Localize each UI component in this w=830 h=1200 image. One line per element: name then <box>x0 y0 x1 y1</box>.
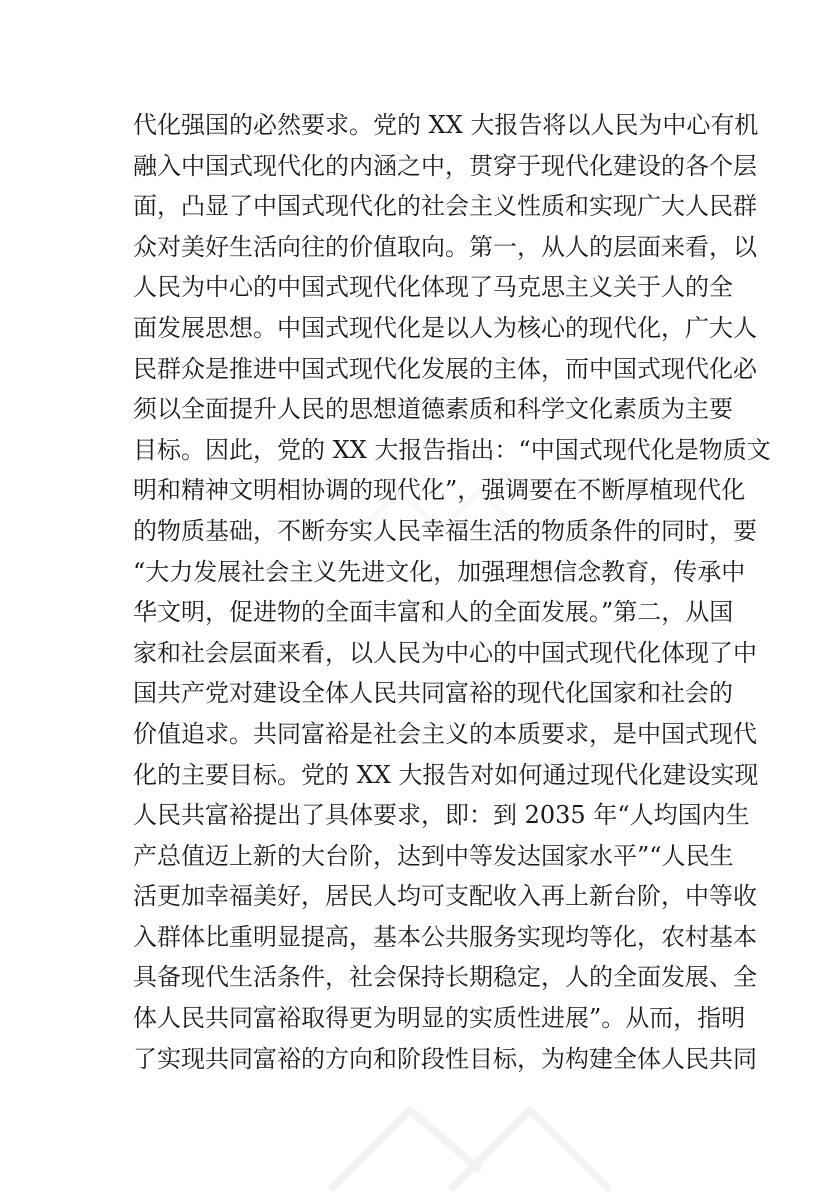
text-line: 民群众是推进中国式现代化发展的主体，而中国式现代化必 <box>133 354 757 383</box>
text-line: 的物质基础，不断夯实人民幸福生活的物质条件的同时，要 <box>133 516 757 545</box>
text-line: 面发展思想。中国式现代化是以人为核心的现代化，广大人 <box>133 313 757 342</box>
text-line: 众对美好生活向往的价值取向。第一，从人的层面来看，以 <box>133 232 757 261</box>
text-line: 体人民共同富裕取得更为明显的实质性进展”。从而，指明 <box>133 1004 746 1033</box>
watermark-stamp-icon <box>300 1080 630 1200</box>
text-line: 国共产党对建设全体人民共同富裕的现代化国家和社会的 <box>133 679 733 708</box>
text-line: 入群体比重明显提高，基本公共服务实现均等化，农村基本 <box>133 922 757 951</box>
text-line: 人民为中心的中国式现代化体现了马克思主义关于人的全 <box>133 273 733 302</box>
text-line: 目标。因此，党的 XX 大报告指出：“中国式现代化是物质文 <box>133 435 771 464</box>
text-line: 人民共富裕提出了具体要求，即：到 2035 年“人均国内生 <box>133 801 750 830</box>
text-line: 具备现代生活条件，社会保持长期稳定，人的全面发展、全 <box>133 963 757 992</box>
text-line: 代化强国的必然要求。党的 XX 大报告将以人民为中心有机 <box>133 111 759 139</box>
text-line: 须以全面提升人民的思想道德素质和科学文化素质为主要 <box>133 395 733 424</box>
text-line: “大力发展社会主义先进文化，加强理想信念教育，传承中 <box>133 557 746 586</box>
text-line: 活更加幸福美好，居民人均可支配收入再上新台阶，中等收 <box>133 882 757 911</box>
text-line: 家和社会层面来看，以人民为中心的中国式现代化体现了中 <box>133 638 757 667</box>
text-line: 面，凸显了中国式现代化的社会主义性质和实现广大人民群 <box>133 192 757 221</box>
text-line: 华文明，促进物的全面丰富和人的全面发展。”第二，从国 <box>133 598 734 627</box>
text-line: 价值追求。共同富裕是社会主义的本质要求，是中国式现代 <box>133 719 757 748</box>
text-line: 明和精神文明相协调的现代化”，强调要在不断厚植现代化 <box>133 476 746 505</box>
text-line: 产总值迈上新的大台阶，达到中等发达国家水平”“人民生 <box>133 841 734 870</box>
text-line: 化的主要目标。党的 XX 大报告对如何通过现代化建设实现 <box>133 760 759 789</box>
text-line: 了实现共同富裕的方向和阶段性目标，为构建全体人民共同 <box>133 1044 757 1073</box>
text-line: 融入中国式现代化的内涵之中，贯穿于现代化建设的各个层 <box>133 151 757 180</box>
body-text <box>133 105 771 1079</box>
